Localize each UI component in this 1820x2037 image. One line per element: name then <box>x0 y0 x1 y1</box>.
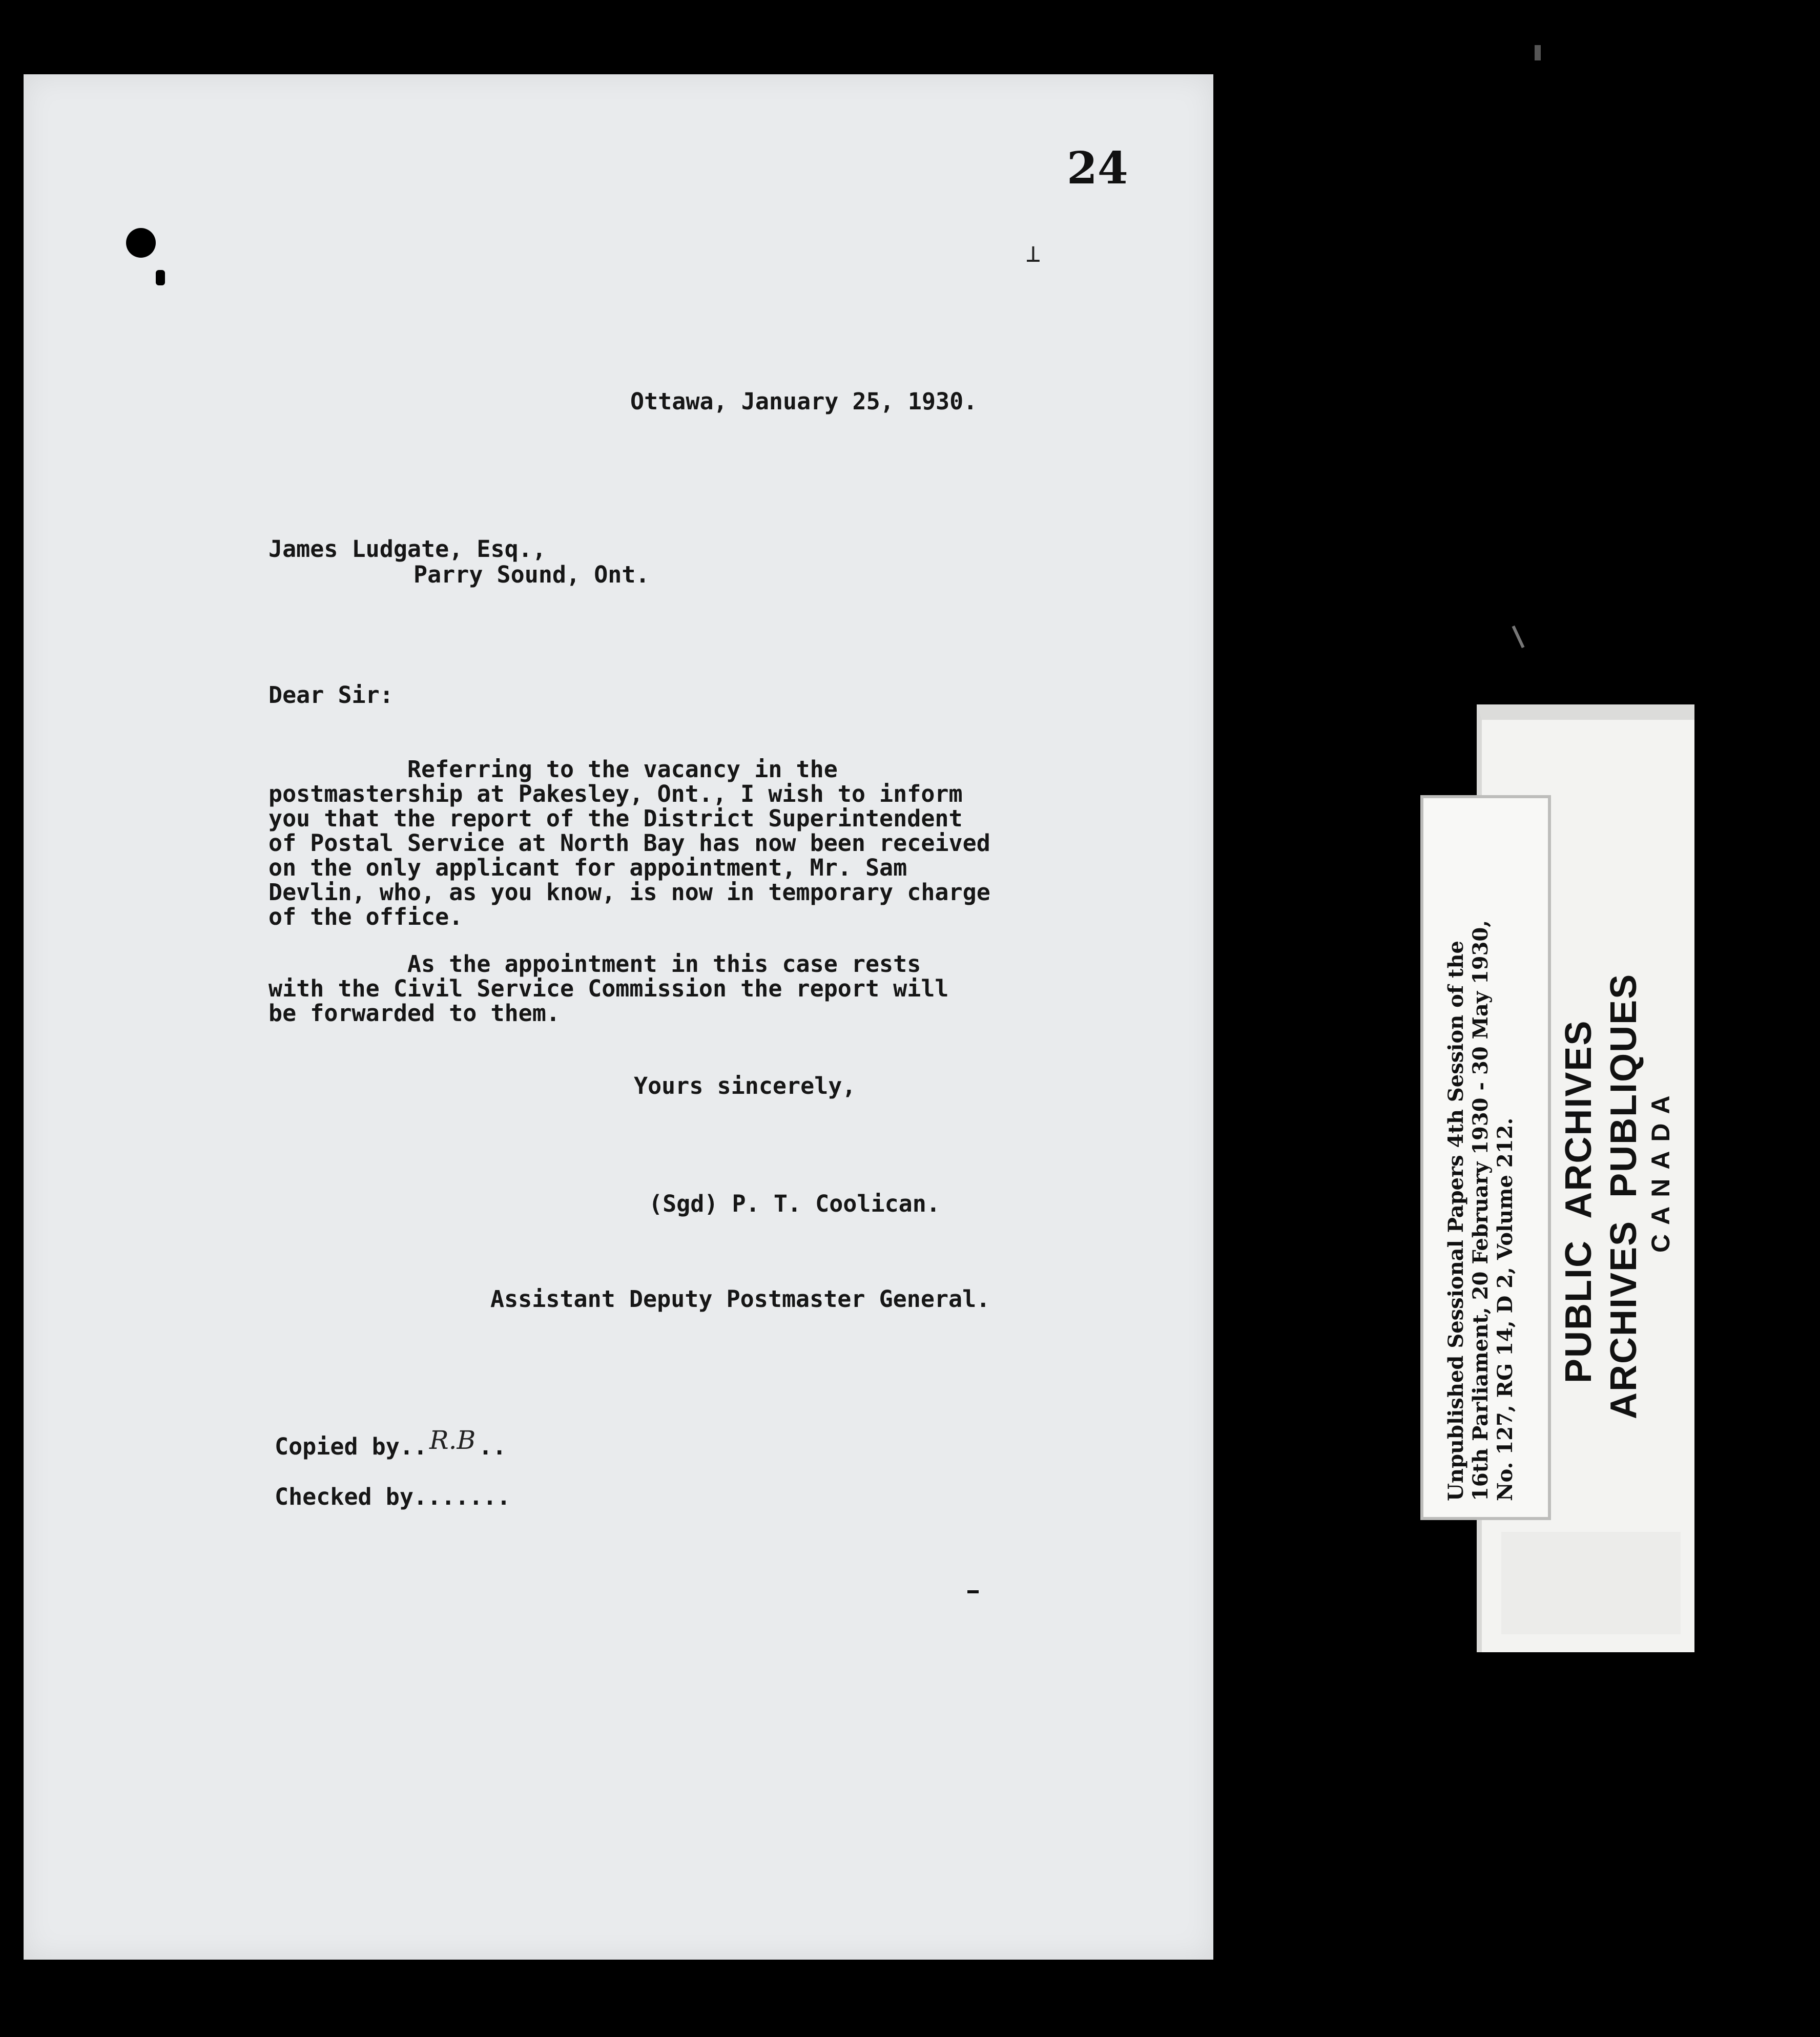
punch-hole-mark <box>156 270 165 285</box>
scan-mark <box>967 1590 979 1593</box>
copied-by-label: Copied by.. <box>275 1433 428 1460</box>
recipient-name: James Ludgate, Esq., <box>268 535 546 563</box>
margin-mark: ⊥ <box>1026 239 1041 268</box>
salutation: Dear Sir: <box>268 681 394 709</box>
copied-by-initials: R.B <box>429 1425 476 1455</box>
copied-by-trail: .. <box>479 1433 507 1460</box>
scan-mark <box>1535 45 1541 60</box>
archive-citation: Unpublished Sessional Papers 4th Session of the 16th Parliament, 20 February 1930 - 30 May 1930, No. 127, RG 14, D 2, Volume 212. <box>1444 920 1517 1501</box>
date-line: Ottawa, January 25, 1930. <box>630 388 978 415</box>
signature-title: Assistant Deputy Postmaster General. <box>490 1285 990 1313</box>
archive-tag-edge <box>1501 1532 1681 1634</box>
recipient-address: Parry Sound, Ont. <box>413 561 650 588</box>
body-paragraph: Referring to the vacancy in the postmastership at Pakesley, Ont., I wish to inform you that the report of the District Superintendent of Postal Service at North Bay has now been received on the only applicant for appointment, Mr. Sam Devlin, who, as you know, is now in temporary charge of the office. <box>268 756 990 930</box>
archive-line-2: ARCHIVES PUBLIQUES <box>1603 973 1644 1419</box>
signature: (Sgd) P. T. Coolican. <box>649 1190 940 1217</box>
body-paragraph: As the appointment in this case rests with the Civil Service Commission the report will be forwarded to them. <box>268 950 949 1027</box>
archive-line-3: CANADA <box>1646 1086 1675 1253</box>
scan-mark <box>1512 626 1525 648</box>
archive-line-1: PUBLIC ARCHIVES <box>1558 1020 1599 1383</box>
page-number: 24 <box>1067 142 1128 194</box>
closing: Yours sincerely, <box>634 1072 856 1099</box>
checked-by-line: Checked by....... <box>275 1483 511 1510</box>
punch-hole <box>126 228 156 258</box>
